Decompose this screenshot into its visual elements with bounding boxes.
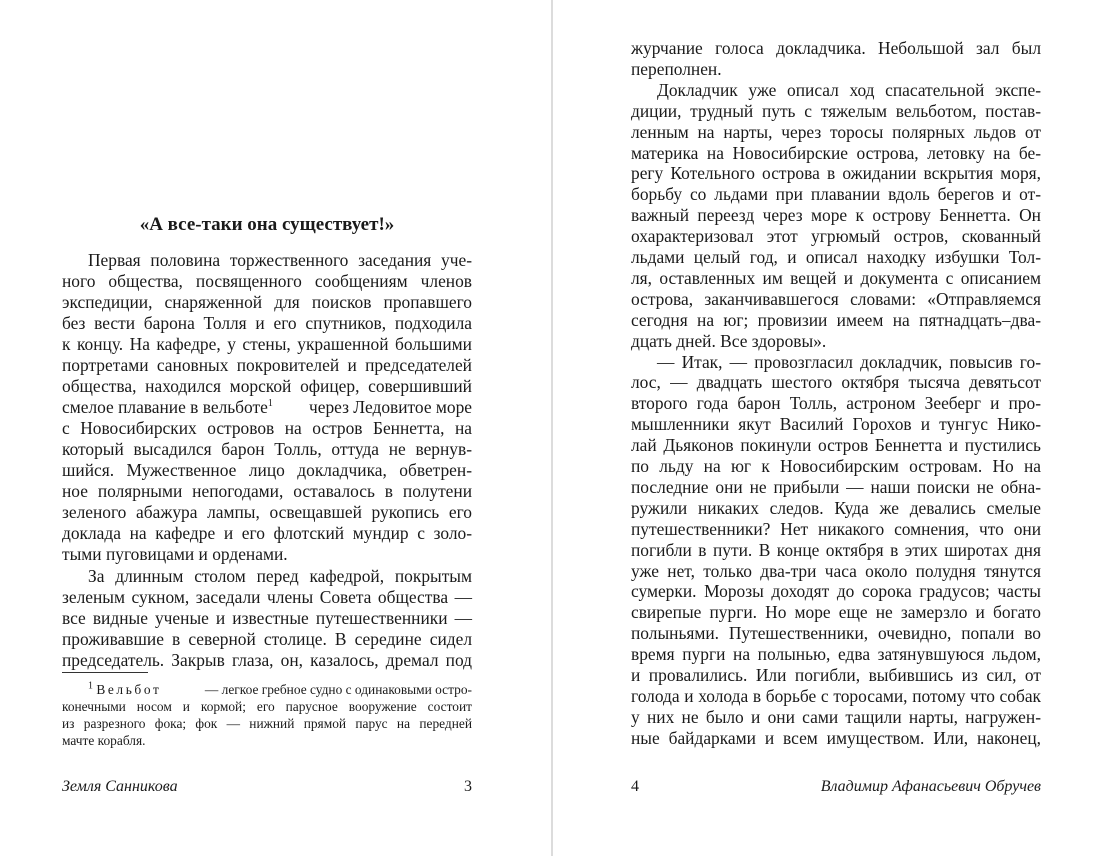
- text-line: погибли в пути. В конце октября в этих широтах дня: [631, 539, 1041, 560]
- text-line: журчание голоса докладчика. Небольшой зал был: [631, 38, 1041, 58]
- text-line: и провалились. Или погибли, выбившись из сил, от: [631, 665, 1041, 685]
- text-line: лай Дьяконов покинули остров Беннетта и пустились: [631, 435, 1041, 456]
- text-line: ружили никаких следов. Куда же девались смелые: [631, 497, 1041, 518]
- text-line: борьбу со льдами при плавании вдоль берегов и от-: [631, 184, 1041, 205]
- text-line: с Новосибирских островов на остров Беннетта, на: [62, 418, 472, 438]
- text-line: ленным на нарты, через торосы полярных льдов от: [631, 121, 1041, 142]
- text-line: по льду на юг к Новосибирским островам. Но на: [631, 456, 1041, 476]
- text-line: важный переезд через море к острову Беннетта. Он: [631, 205, 1041, 226]
- text-line: портретами сановных покровителей и председателей: [62, 355, 472, 375]
- right-page: [553, 0, 1105, 856]
- text-line: острова, заканчивавшегося словами: «Отправляемся: [631, 288, 1041, 309]
- text-line: ля, оставленных им вещей и документа с описанием: [631, 267, 1041, 288]
- chapter-title: «А все-таки она существует!»: [139, 214, 395, 235]
- text-line: сегодня на юг; провизии имеем на пятнадцать–два-: [631, 309, 1041, 330]
- text-line: доклада на кафедре и его флотский мундир с золо-: [62, 523, 472, 543]
- text-line: к концу. На кафедре, у стены, украшенной большими: [62, 334, 472, 354]
- text-line: ного общества, посвященного сообщениям членов: [62, 271, 472, 291]
- text-line: шийся. Мужественное лицо докладчика, обветрен-: [62, 460, 472, 480]
- footnote-line: конечными носом и кормой; его парусное вооружение состоит: [62, 699, 472, 714]
- text-line: ные байдарками и всем имуществом. Или, наконец,: [631, 727, 1041, 748]
- text-line: без вести барона Толля и его спутников, подходила: [62, 313, 472, 333]
- page-number: 3: [464, 778, 472, 795]
- text-line-with-footnote: [62, 397, 472, 417]
- text-line: ное полярными непогодами, оставалось в полутени: [62, 481, 472, 501]
- text-line: зеленым сукном, заседали члены Совета общества —: [62, 587, 472, 607]
- text-line: зеленого абажура лампы, освещавшей рукопись его: [62, 502, 472, 522]
- text-line: диции, трудный путь с тяжелым вельботом, постав-: [631, 100, 1041, 121]
- text-line: лос, — двадцать шестого октября тысяча девятьсот: [631, 372, 1041, 393]
- text-line: материка на Новосибирские острова, летовку на бе-: [631, 142, 1041, 163]
- text-line: тыми пуговицами и орденами.: [62, 544, 288, 564]
- left-page: [0, 0, 551, 856]
- footnote-line: мачте корабля.: [62, 733, 146, 748]
- text-line: мышленники якут Василий Горохов и тунгус Нико-: [631, 414, 1041, 435]
- text-line: все видные ученые и известные путешественники —: [62, 608, 472, 628]
- text-line: голода и холода в борьбе с торосами, потому что собак: [631, 685, 1041, 706]
- text-line: Докладчик уже описал ход спасательной экспе-: [657, 79, 1041, 100]
- text-line: льдами целый год, и описал находку избушки Тол-: [631, 247, 1041, 267]
- text-line: путешественники? Нет никакого сомнения, что они: [631, 518, 1041, 539]
- text-line: свирепые пурги. Но море еще не замерзло и богато: [631, 602, 1041, 623]
- page-number: 4: [631, 778, 639, 795]
- text-line: последние они не прибыли — наши поиски не обна-: [631, 476, 1041, 497]
- text-line: охарактеризовал этот угрюмый остров, скованный: [631, 226, 1041, 247]
- footnote-marker: 1: [267, 398, 273, 410]
- text-line: у них не было и они сами тащили нарты, нагружен-: [631, 706, 1041, 727]
- footer-book-title: Земля Санникова: [62, 778, 178, 795]
- text-line: второго года барон Толль, астроном Зееберг и про-: [631, 393, 1041, 414]
- footer-author: Владимир Афанасьевич Обручев: [820, 778, 1041, 795]
- text-line: За длинным столом перед кафедрой, покрытым: [88, 566, 472, 586]
- footnote-term: $^1$ Вельбот: [88, 680, 162, 697]
- text-line: Первая половина торжественного заседания уче-: [88, 250, 472, 270]
- text-line: сумерки. Морозы доходят до сорока градусов; часты: [631, 581, 1041, 602]
- text-line: проживавшие в северной столице. В середине сидел: [62, 629, 472, 649]
- text-line: переполнен.: [631, 58, 722, 79]
- footnote-line: [88, 682, 472, 698]
- text-line: дцать дней. Все здоровы».: [631, 330, 827, 351]
- text-line: общества, находился морской офицер, совершивший: [62, 376, 472, 396]
- text-line: уже нет, только два-три часа около полудня тянутся: [631, 560, 1041, 581]
- text-line: председатель. Закрыв глаза, он, казалось, дремал под: [62, 650, 472, 670]
- text-line: который высадился барон Толль, оттуда не вернув-: [62, 439, 472, 459]
- text-line: экспедиции, снаряженной для поисков пропавшего: [62, 292, 472, 312]
- text-fragment: через Ледовитое море: [309, 397, 472, 417]
- text-line: — Итак, — провозгласил докладчик, повысив го-: [657, 351, 1041, 372]
- footnote-rule: [62, 672, 148, 673]
- text-line: время пурги на полынью, едва затянувшуюся льдом,: [631, 644, 1041, 665]
- text-line: полыньями. Путешественники, очевидно, попали во: [631, 623, 1041, 644]
- footnote-line: из разрезного фока; фок — нижний прямой парус на передней: [62, 716, 472, 731]
- footnote-text: — легкое гребное судно с одинаковыми остро-: [204, 682, 472, 697]
- text-line: регу Котельного острова в ожидании вскрытия моря,: [631, 163, 1041, 184]
- text-fragment: смелое плавание в вельботе$^1$: [62, 397, 273, 417]
